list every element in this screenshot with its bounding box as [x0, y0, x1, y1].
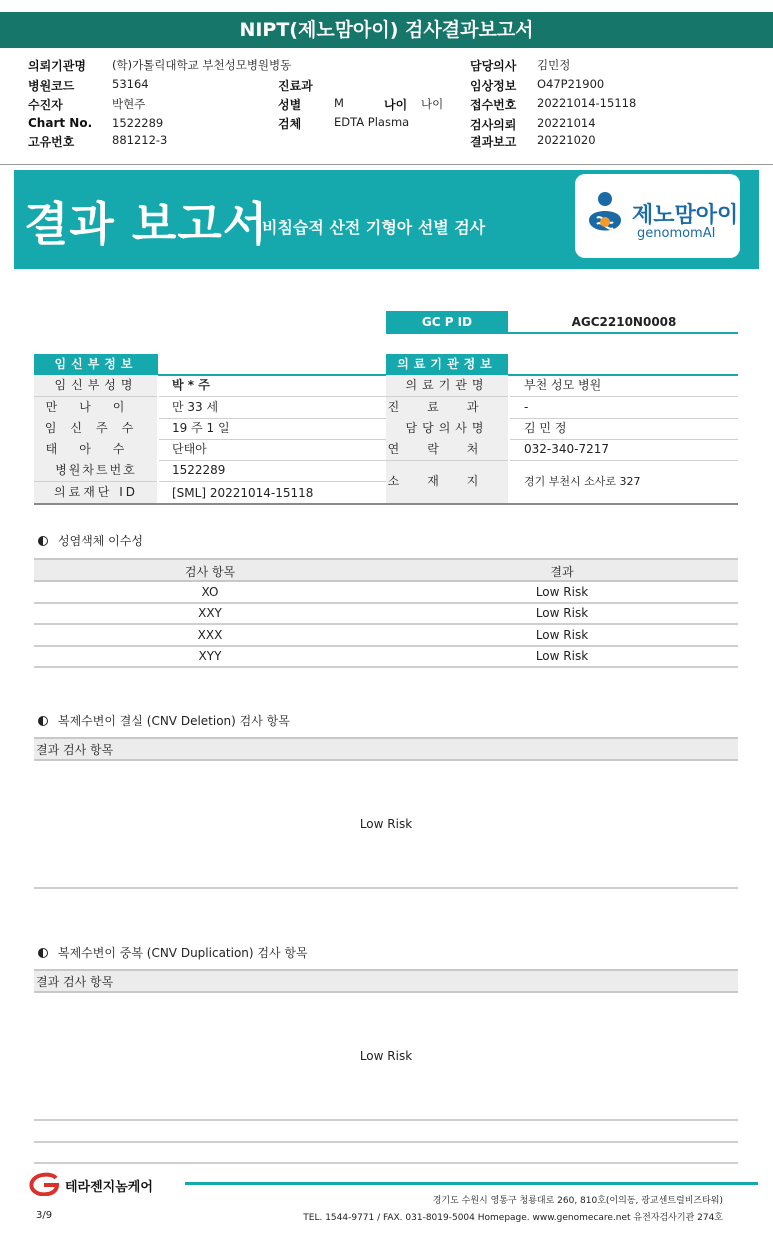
col-divider: [508, 376, 510, 503]
receipt-value: 20221014-15118: [537, 96, 637, 110]
unique-value: 881212-3: [112, 133, 168, 147]
cnv-deletion-title-text: 복제수변이 결실 (CNV Deletion) 검사 항목: [58, 714, 290, 728]
report-header-title: NIPT(제노맘아이) 검사결과보고서: [0, 12, 773, 48]
footer-contact: TEL. 1544-9771 / FAX. 031-8019-5004 Homepage. www.genomecare.net 유전자검사기관 274호: [303, 1213, 723, 1223]
institution-value: (학)가톨릭대학교 부천성모병원병동: [112, 58, 292, 72]
col-item-header: 검사 항목: [184, 565, 236, 579]
row-divider: [34, 1141, 738, 1143]
request-label: 검사의뢰: [470, 118, 517, 132]
info-table-bottomline: [34, 503, 738, 505]
table-row-result: Low Risk: [535, 606, 589, 620]
cnv-deletion-col-header: 결과 검사 항목: [36, 743, 114, 757]
table-row-result: Low Risk: [535, 628, 589, 642]
table-row-item: XO: [201, 585, 219, 599]
table-row-item: XYY: [198, 649, 222, 663]
doctor-value: 김민정: [537, 58, 571, 72]
table-row-item: XXX: [197, 628, 223, 642]
col-divider: [157, 376, 159, 503]
inst-dept-label: 진료과: [386, 397, 508, 418]
banner-subtitle: 비침습적 산전 기형아 선별 검사: [262, 218, 486, 237]
inst-doctor-value: 김 민 정: [524, 421, 567, 435]
hospital-chart-value: 1522289: [172, 463, 226, 477]
terragen-logo-icon: [28, 1172, 60, 1196]
table-row-result: Low Risk: [535, 649, 589, 663]
fetus-count-label: 태아수: [34, 439, 158, 460]
hospital-chart-label: 병원차트번호: [34, 460, 158, 481]
clinical-label: 임상정보: [470, 79, 517, 93]
chart-value: 1522289: [112, 116, 164, 130]
clinical-value: O47P21900: [537, 77, 605, 91]
inst-contact-label: 연락처: [386, 439, 508, 460]
half-circle-icon: [38, 948, 48, 958]
institution-info-title: 의료기관정보: [386, 354, 508, 374]
row-divider: [34, 666, 738, 668]
cnv-duplication-result: Low Risk: [359, 1049, 413, 1063]
report-value: 20221020: [537, 133, 596, 147]
pregnancy-week-label: 임신주수: [34, 418, 158, 439]
inst-dept-value: -: [524, 400, 529, 414]
collector-label: 수진자: [28, 98, 63, 112]
foundation-id-label: 의료재단 ID: [34, 482, 158, 503]
doctor-label: 담당의사: [470, 59, 517, 73]
cnv-deletion-result: Low Risk: [359, 817, 413, 831]
inst-contact-value: 032-340-7217: [524, 442, 610, 456]
row-divider: [386, 460, 738, 461]
specimen-label: 검체: [278, 117, 302, 131]
specimen-value: EDTA Plasma: [334, 115, 410, 129]
inst-name-label: 의료기관명: [386, 375, 508, 396]
sex-chrom-title-text: 성염색체 이수성: [58, 534, 143, 548]
cnv-deletion-section-title: [38, 712, 290, 729]
table-row-result: Low Risk: [535, 585, 589, 599]
pregnant-age-value: 만 33 세: [172, 400, 219, 414]
sex-label: 성별: [278, 98, 302, 112]
row-divider: [34, 602, 738, 604]
gcp-id-label: GC P ID: [386, 311, 508, 333]
inst-address-value: 경기 부천시 소사로 327: [524, 475, 641, 488]
gcp-id-value: AGC2210N0008: [571, 315, 677, 329]
age-label: 나이: [384, 98, 408, 112]
pregnancy-week-value: 19 주 1 일: [172, 421, 230, 435]
half-circle-icon: [38, 716, 48, 726]
row-divider: [34, 887, 738, 889]
row-divider: [34, 623, 738, 625]
hospital-code-value: 53164: [112, 77, 149, 91]
cnv-deletion-table-header: [34, 737, 738, 761]
col-result-header: 결과: [550, 565, 574, 579]
header-divider: [0, 164, 773, 165]
hospital-code-label: 병원코드: [28, 79, 75, 93]
row-divider: [34, 1119, 738, 1121]
collector-value: 박현주: [112, 97, 146, 111]
dept-label: 진료과: [278, 79, 313, 93]
page-number: 3/9: [36, 1210, 53, 1221]
footer-address: 경기도 수원시 영통구 청룡대로 260, 810호(이의동, 광교센트럴비즈타워): [432, 1196, 723, 1206]
pregnant-info-title: 임신부정보: [34, 354, 158, 374]
logo-text-en: genomomAI: [637, 226, 716, 241]
logo-text-kr: 제노맘아이: [632, 203, 739, 228]
age-value: 나이: [421, 97, 444, 111]
unique-label: 고유번호: [28, 135, 75, 149]
report-label: 결과보고: [470, 135, 517, 149]
receipt-label: 접수번호: [470, 98, 517, 112]
sex-chrom-section-title: [38, 532, 143, 549]
foundation-id-value: [SML] 20221014-15118: [172, 486, 314, 500]
cnv-duplication-section-title: [38, 944, 308, 961]
sex-value: M: [334, 96, 344, 110]
fetus-count-value: 단태아: [172, 442, 207, 456]
half-circle-icon: [38, 536, 48, 546]
pregnant-name-label: 임신부성명: [34, 375, 158, 396]
row-divider: [34, 645, 738, 647]
chart-label: Chart No.: [28, 116, 93, 130]
table-row-item: XXY: [198, 606, 222, 620]
pregnant-name-value: 박 * 주: [172, 378, 210, 392]
cnv-duplication-title-text: 복제수변이 중복 (CNV Duplication) 검사 항목: [58, 946, 308, 960]
gcp-underline: [386, 332, 738, 334]
cnv-duplication-col-header: 결과 검사 항목: [36, 975, 114, 989]
banner-title: 결과 보고서: [24, 197, 269, 251]
request-value: 20221014: [537, 116, 596, 130]
inst-name-value: 부천 성모 병원: [524, 378, 602, 392]
footer-accent-line: [185, 1182, 758, 1185]
institution-label: 의뢰기관명: [28, 59, 86, 73]
inst-address-label: 소재지: [386, 471, 508, 492]
row-divider: [34, 1162, 738, 1164]
genomom-logo-icon: [583, 190, 627, 244]
footer-company-name: 테라젠지놈케어: [65, 1180, 153, 1195]
inst-doctor-label: 담당의사명: [386, 418, 508, 439]
cnv-duplication-table-header: [34, 969, 738, 993]
pregnant-age-label: 만나이: [34, 397, 158, 418]
